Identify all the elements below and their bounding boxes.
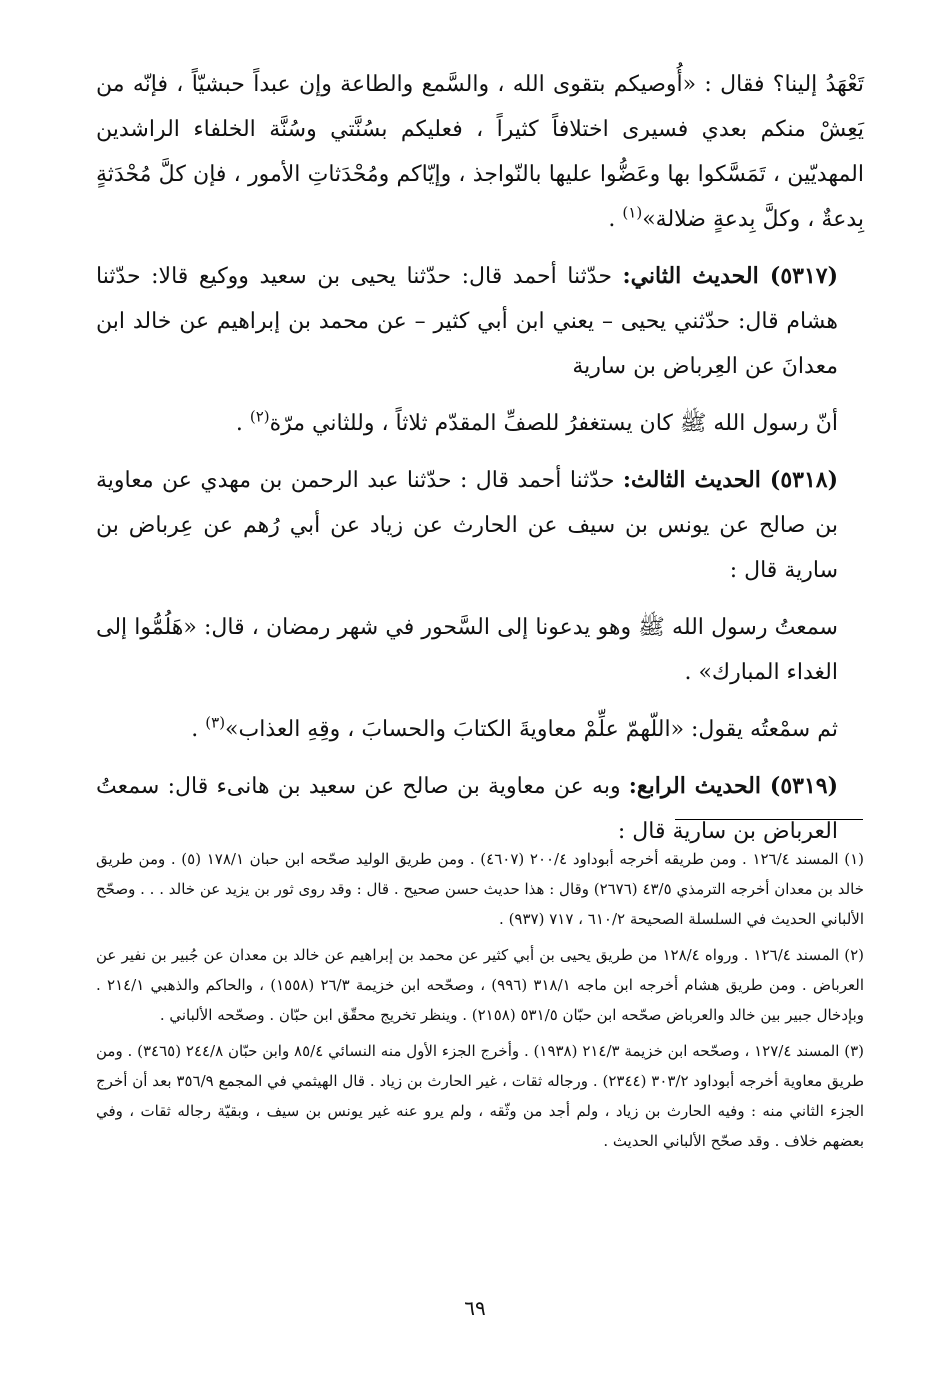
- previous-hadith-text: تَعْهَدُ إلينا؟ فقال : «أُوصيكم بتقوى الله ، والسَّمع والطاعة وإن عبداً حبشيّاً ، فإنّه من يَعِشْ منكم بعدي فسيرى اختلافاً كثيراً ، فعليكم بسُنَّتي وسُنَّة الخلفاء الراشدين المهديّين ، تَمَسَّكوا بها وعَضُّوا عليها بالنّواجذ ، وإيّاكم ومُحْدَثاتِ الأمور ، فإن كلَّ مُحْدَثةٍ بِدعةٌ ، وكلَّ بِدعةٍ ضلالة»: [96, 72, 864, 232]
- footnote-3: (٣) المسند ١٢٧/٤ ، وصحّحه ابن خزيمة ٢١٤/٣ (١٩٣٨) . وأخرج الجزء الأول منه النسائي ٨٥/٤ وابن حبّان ٢٤٤/٨ (٣٤٦٥) . ومن طريق معاوية أخرجه أبوداود ٣٠٣/٢ (٢٣٤٤) . ورجاله ثقات ، غير الحارث بن زياد . قال الهيثمي في المجمع ٣٥٦/٩ بعد أن أخرج الجزء الثاني منه : وفيه الحارث بن زياد ، ولم أجد من وثّقه ، ولم يرو عنه غير يونس بن سيف ، وبقيّة رجاله ثقات ، وفي بعضهم خلاف . وقد صحّح الألباني الحديث .: [96, 1042, 865, 1150]
- footnote-ref-1: (١): [622, 203, 643, 222]
- footnotes: [96, 844, 864, 1162]
- footnote-ref-3: (٣): [205, 713, 226, 732]
- footnote-ref-2: (٢): [249, 407, 270, 426]
- hadith-5317: [96, 254, 864, 389]
- hadith-5317-isnad: حدّثنا أحمد قال: حدّثنا يحيى بن سعيد ووكيع قالا: حدّثنا هشام قال: حدّثني يحيى – يعني ابن أبي كثير – عن محمد بن إبراهيم عن خالد ابن معدانَ عن العِرباض بن سارية: [96, 264, 838, 379]
- footnote-separator: [675, 819, 863, 820]
- hadith-5317-matn: أنّ رسول الله ﷺ كان يستغفرُ للصفِّ المقدّم ثلاثاً ، وللثاني مرّة$^{(٢)}$ .: [235, 407, 838, 436]
- hadith-5318-isnad: حدّثنا أحمد قال : حدّثنا عبد الرحمن بن مهدي عن معاوية بن صالح عن يونس بن سيف عن الحارث عن زياد عن أبي رُهم عن عِرباض بن سارية قال :: [96, 468, 838, 583]
- hadith-5318-matn-2: ثم سمْعتُه يقول: «اللّهمّ علِّمْ معاويةَ الكتابَ والحسابَ ، وقِهِ العذاب»$^{(٣)}$ .: [191, 713, 838, 742]
- hadith-5318-heading: (٥٣١٨) الحديث الثالث:: [622, 467, 839, 493]
- hadith-5318: [96, 458, 864, 593]
- main-text: [96, 62, 864, 866]
- hadith-5319-heading: (٥٣١٩) الحديث الرابع:: [628, 773, 838, 799]
- footnote-1: (١) المسند ١٢٦/٤ . ومن طريقه أخرجه أبوداود ٢٠٠/٤ (٤٦٠٧) . ومن طريق الوليد صحّحه ابن حبان ١٧٨/١ (٥) . ومن طريق خالد بن معدان أخرجه الترمذي ٤٣/٥ (٢٦٧٦) وقال : هذا حديث حسن صحيح . قال : وقد روى ثور بن يزيد عن خالد . . . وصحّح الألباني الحديث في السلسلة الصحيحة ٦١٠/٢ ، ٧١٧ (٩٣٧) .: [96, 850, 864, 928]
- hadith-5318-matn-1: سمعتُ رسول الله ﷺ وهو يدعونا إلى السَّحور في شهر رمضان ، قال: «هَلُمُّوا إلى الغداء المبارك» .: [96, 615, 838, 685]
- hadith-5317-heading: (٥٣١٧) الحديث الثاني:: [622, 263, 839, 289]
- footnote-2: (٢) المسند ١٢٦/٤ . ورواه ١٢٨/٤ من طريق يحيى بن أبي كثير عن محمد بن إبراهيم عن خالد بن معدان عن جُبير بن نفير عن العرباض . ومن طريق هشام أخرجه ابن ماجه ٣١٨/١ (٩٩٦) ، وصحّحه ابن خزيمة ٢٦/٣ (١٥٥٨) ، والحاكم والذهبي ٢١٤/١ . وبإدخال جبير بين خالد والعرباض صحّحه ابن حبّان ٥٣١/٥ (٢١٥٨) . وينظر تخريج محقّق ابن حبّان . وصحّحه الألباني .: [96, 946, 864, 1024]
- hadith-5319-isnad: وبه عن معاوية بن صالح عن سعيد بن هانىء قال: سمعتُ العرباض بن سارية قال :: [96, 774, 838, 844]
- hadith-5319: [96, 764, 864, 854]
- previous-hadith-continuation: تَعْهَدُ إلينا؟ فقال : «أُوصيكم بتقوى الله ، والسَّمع والطاعة وإن عبداً حبشيّاً ، فإنّه من يَعِشْ منكم بعدي فسيرى اختلافاً كثيراً ، فعليكم بسُنَّتي وسُنَّة الخلفاء الراشدين المهديّين ، تَمَسَّكوا بها وعَضُّوا عليها بالنّواجذ ، وإيّاكم ومُحْدَثاتِ الأمور ، فإن كلَّ مُحْدَثةٍ بِدعةٌ ، وكلَّ بِدعةٍ ضلالة»$^{(١)}$ .: [96, 72, 864, 232]
- page-number: ٦٩: [464, 1296, 486, 1320]
